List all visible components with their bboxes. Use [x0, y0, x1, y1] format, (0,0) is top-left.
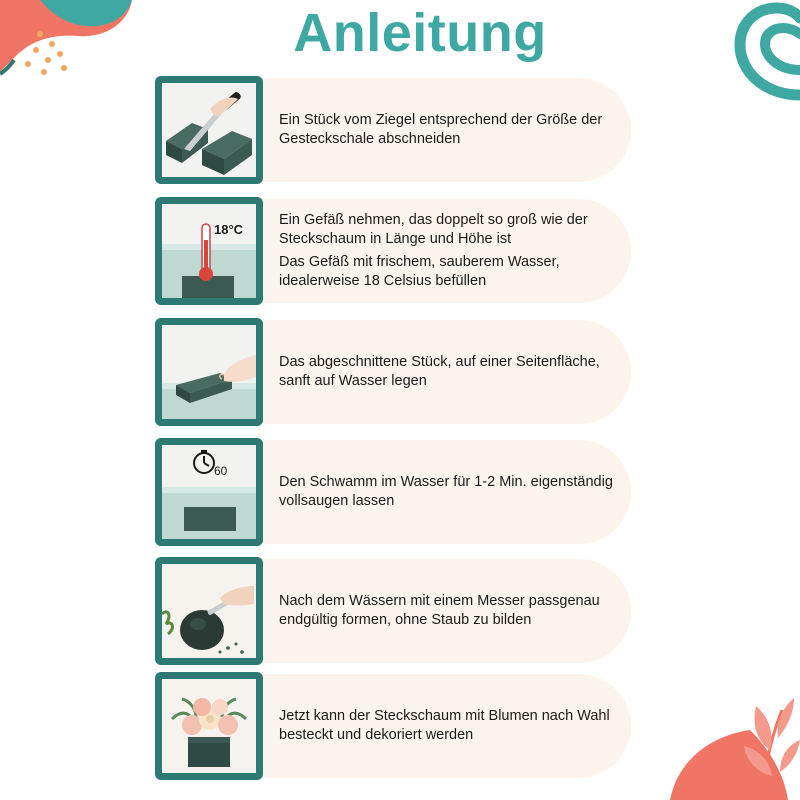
flower-arrangement-icon: [162, 679, 256, 773]
step-6: [155, 672, 635, 780]
step-instruction: Ein Gefäß nehmen, das doppelt so groß wie der Steckschaum in Länge und Höhe ist: [279, 212, 588, 247]
step-instruction: Nach dem Wässern mit einem Messer passgenau endgültig formen, ohne Staub zu bilden: [279, 593, 600, 628]
stamp-frame: [155, 197, 263, 305]
step-text: [279, 76, 629, 184]
stamp-frame: [155, 672, 263, 780]
step-text: [279, 318, 629, 426]
timer-label: 60: [214, 464, 228, 478]
timer-soaking-icon: [162, 445, 256, 539]
hand-placing-foam-icon: [162, 325, 256, 419]
step-instruction: Ein Stück vom Ziegel entsprechend der Größe der Gesteckschale abschneiden: [279, 112, 603, 147]
step-instruction: Das abgeschnittene Stück, auf einer Seitenfläche, sanft auf Wasser legen: [279, 354, 600, 389]
step-text: [279, 438, 629, 546]
step-5: [155, 557, 635, 665]
stamp-frame: [155, 557, 263, 665]
temperature-label: 18°C: [214, 222, 244, 237]
page-title: Anleitung: [293, 3, 547, 63]
thermometer-water-icon: [162, 204, 256, 298]
step-4: [155, 438, 635, 546]
step-instruction: Jetzt kann der Steckschaum mit Blumen nach Wahl besteckt und dekoriert werden: [279, 708, 610, 743]
plant-decoration-bottom-right: [660, 690, 800, 800]
step-3: [155, 318, 635, 426]
step-instruction: Das Gefäß mit frischem, sauberem Wasser, idealerweise 18 Celsius befüllen: [279, 254, 560, 289]
step-2: [155, 197, 635, 305]
step-text: [279, 557, 629, 665]
stamp-frame: [155, 438, 263, 546]
step-instruction: Den Schwamm im Wasser für 1-2 Min. eigenständig vollsaugen lassen: [279, 474, 613, 509]
knife-shaping-foam-icon: [162, 564, 256, 658]
knife-cutting-foam-icon: [162, 83, 256, 177]
step-1: [155, 76, 635, 184]
stamp-frame: [155, 318, 263, 426]
step-text: [279, 197, 629, 305]
step-text: [279, 672, 629, 780]
stamp-frame: [155, 76, 263, 184]
